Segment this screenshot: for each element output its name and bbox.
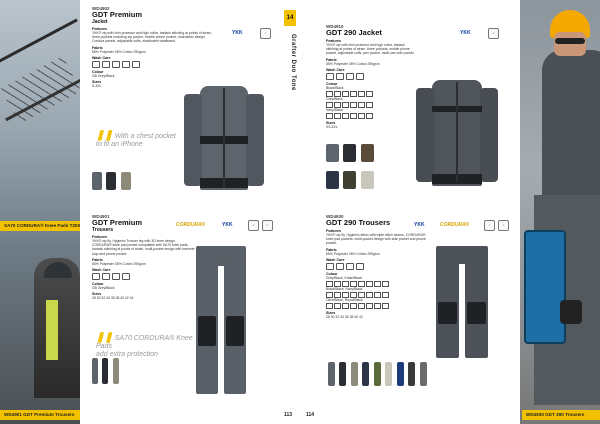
- bleach-icon: [336, 263, 344, 270]
- swatch: [328, 362, 335, 386]
- swatch: [362, 362, 369, 386]
- fabric-label: Fabric: [92, 257, 103, 262]
- features-label: Features: [326, 39, 341, 43]
- right-caption: WD4930 GDT 290 Trousers: [522, 410, 600, 420]
- section-tab: 14: [284, 10, 296, 26]
- bleach-icon: [102, 61, 110, 68]
- wash-care-icons: [326, 263, 430, 270]
- features-label: Features: [326, 229, 341, 233]
- swatch: [92, 358, 98, 384]
- fabric-text: 65% Polyester 35% Cotton 290gsm: [326, 61, 380, 66]
- certification-icon: ✓: [484, 220, 495, 231]
- safety-glasses-icon: [555, 38, 585, 44]
- colour-2: Grey/Black: [326, 97, 343, 102]
- sizes-text: XS-4XL: [326, 125, 338, 130]
- sizes-text: S-4XL: [92, 84, 102, 89]
- certification-icon: ✓: [488, 28, 499, 39]
- wash-care-label: Wash Care: [92, 268, 111, 273]
- colour-3: Navy/Black: [326, 108, 343, 113]
- size-grid: [326, 113, 418, 119]
- dryclean-icon: [356, 263, 364, 270]
- colour-text: GB Grey/Black: [92, 73, 115, 78]
- colour-1: Grey/Black, Khaki/Black: [326, 275, 363, 280]
- colour-label: Colour: [326, 81, 338, 86]
- jacket-image-wd4902: [182, 82, 266, 194]
- tumble-dry-icon: [132, 61, 140, 68]
- cordura-logo: CORDURA®: [176, 222, 206, 228]
- fabric-label: Fabric: [326, 247, 337, 252]
- product-title: GDT Premium: [92, 10, 143, 19]
- colour-label: Colour: [326, 271, 338, 276]
- wash-care-label: Wash Care: [92, 55, 111, 60]
- fabric-text: 65% Polyester 35% Cotton 290gsm: [92, 49, 146, 54]
- wash-care-label: Wash Care: [326, 67, 345, 72]
- fabric-label: Fabric: [326, 57, 337, 62]
- iron-icon: [346, 73, 354, 80]
- features-label: Features: [92, 27, 107, 31]
- wash-icon: [326, 263, 334, 270]
- wash-icon: [92, 61, 100, 68]
- fabric-text: 65% Polyester 35% Cotton 290gsm: [92, 261, 146, 266]
- colour-swatches-wd4910: [326, 144, 390, 194]
- product-code: WD4901: [92, 214, 110, 219]
- swatch: [121, 172, 131, 190]
- swatch: [92, 172, 102, 190]
- swatch: [106, 172, 116, 190]
- swatch: [351, 362, 358, 386]
- size-grid: [326, 303, 430, 309]
- swatch: [343, 171, 356, 189]
- dryclean-icon: [122, 61, 130, 68]
- product-code: WD4902: [92, 6, 110, 11]
- colour-label: Colour: [92, 69, 104, 74]
- product-subtitle: Trousers: [92, 227, 114, 233]
- certification-icon: ✓: [498, 220, 509, 231]
- wash-care-icons: [326, 73, 418, 80]
- sizes-label: Sizes: [326, 121, 336, 126]
- ykk-logo: YKK: [222, 222, 233, 228]
- wash-care-icons: [92, 61, 212, 68]
- sizes-text: 28 30 32 34 36 38 40 42 44: [92, 296, 134, 301]
- swatch: [374, 362, 381, 386]
- trousers-image-wd4930: [436, 246, 488, 358]
- colour-swatches-wd4901: [92, 358, 119, 389]
- certification-icon: ✓: [248, 220, 259, 231]
- product-wd4902: [92, 6, 212, 88]
- product-title: GDT Premium: [92, 218, 143, 227]
- worker-face: [554, 32, 586, 56]
- quote-wd4901: ❚❚ SA70 CORDURA® Knee Pads add extra protection: [96, 332, 193, 358]
- fabric-text: 65% Polyester 35% Cotton 290gsm: [326, 251, 380, 256]
- wash-care-icons: [92, 273, 196, 280]
- swatch: [420, 362, 427, 386]
- fabric-label: Fabric: [92, 45, 103, 50]
- swatch: [326, 171, 339, 189]
- quote-line-2: add extra protection: [96, 351, 158, 358]
- product-wd4910: [326, 24, 418, 130]
- swatch: [326, 144, 339, 162]
- certification-icon: ✓: [260, 28, 271, 39]
- features-text: YKK® zip fly, Hygienic fabric with triple stitch seams, CORDURA® knee pad pockets, multi-pocket design with side pocket and phone pocket.: [326, 233, 426, 246]
- product-subtitle: Jacket: [92, 19, 108, 25]
- dryclean-icon: [122, 273, 130, 280]
- features-text: YKK® zip with chin protector and high collar, bartack stitching at points of strain, three pockets including zip pocket, mobile phone pocket, dual-fabric design, Cordura panels, adjustable cuffs, elasticated waistband.: [92, 31, 212, 44]
- section-title: Grafter Duo Tone: [290, 34, 296, 91]
- product-title: GDT 290 Jacket: [326, 28, 382, 37]
- wash-icon: [92, 273, 100, 280]
- sizes-label: Sizes: [92, 80, 102, 85]
- knee-pad: [560, 300, 582, 324]
- dryclean-icon: [356, 73, 364, 80]
- swatch: [339, 362, 346, 386]
- swatch: [361, 144, 374, 162]
- quote-wd4902: ❚❚ With a chest pocket to fit an iPhone: [96, 130, 176, 148]
- page-number-left: 113: [284, 412, 293, 418]
- left-caption-top: SA70 CORDURA® Knee Pads T200: [0, 221, 80, 231]
- product-wd4930: [326, 214, 430, 320]
- wash-care-label: Wash Care: [326, 257, 345, 262]
- swatch: [408, 362, 415, 386]
- hi-vis-vest: [46, 300, 58, 360]
- jacket-image-wd4910: [414, 76, 500, 190]
- features-text: YKK® zip fly, Hygienic Trouser leg with 3D knee design, CORDURA® knee pad pocket compatible with SA70 knee pads, bartack stitching at points of strain, multi-pocket design with hammer loop and phone pocket.: [92, 239, 195, 256]
- ykk-logo: YKK: [232, 30, 243, 36]
- colour-1: Black/Black: [326, 85, 344, 90]
- cordura-logo: CORDURA®: [440, 222, 470, 228]
- swatch: [385, 362, 392, 386]
- bleach-icon: [102, 273, 110, 280]
- product-title: GDT 290 Trousers: [326, 218, 391, 227]
- colour-swatches-wd4902: [92, 172, 131, 195]
- swatch: [397, 362, 404, 386]
- right-photo-panel: [520, 0, 600, 424]
- product-code: WD4930: [326, 214, 344, 219]
- features-text: YKK® zip with chin protector and high collar, bartack stitching at points of strain, three pockets, mobile phone pocket, adjustable cuffs, pen pocket, multi-use side pocket.: [326, 43, 415, 56]
- sizes-label: Sizes: [326, 311, 336, 316]
- quote-line-1: SA70 CORDURA® Knee Pads: [96, 335, 193, 350]
- iron-icon: [346, 263, 354, 270]
- wash-icon: [326, 73, 334, 80]
- left-photo-panel: [0, 0, 80, 424]
- left-caption-bottom: WD4901 GDT Premium Trousers: [0, 410, 80, 420]
- swatch: [361, 171, 374, 189]
- iron-icon: [112, 273, 120, 280]
- features-label: Features: [92, 235, 107, 239]
- colour-2: Black/Black, Navy/Black: [326, 287, 363, 292]
- page-number-right: 114: [306, 412, 315, 418]
- sizes-label: Sizes: [92, 292, 102, 297]
- bleach-icon: [336, 73, 344, 80]
- swatch: [113, 358, 119, 384]
- trousers-image-wd4901: [196, 246, 246, 394]
- product-code: WD4910: [326, 24, 344, 29]
- swatch: [102, 358, 108, 384]
- certification-icon: ✓: [262, 220, 273, 231]
- worker-torso: [542, 50, 600, 200]
- iron-icon: [112, 61, 120, 68]
- swatch: [343, 144, 356, 162]
- colour-label: Colour: [92, 282, 104, 287]
- ykk-logo: YKK: [460, 30, 471, 36]
- quote-line-2: to fit an iPhone: [96, 141, 143, 148]
- colour-swatches-wd4930: [328, 362, 427, 391]
- sizes-text: 28 30 32 34 36 38 40 42: [326, 315, 363, 320]
- ykk-logo: YKK: [414, 222, 425, 228]
- colour-3: Olive/Black, Royal/Black: [326, 298, 363, 303]
- colour-text: GB Grey/Black: [92, 286, 115, 291]
- quote-line-1: With a chest pocket: [114, 133, 176, 140]
- toolbox: [524, 230, 566, 344]
